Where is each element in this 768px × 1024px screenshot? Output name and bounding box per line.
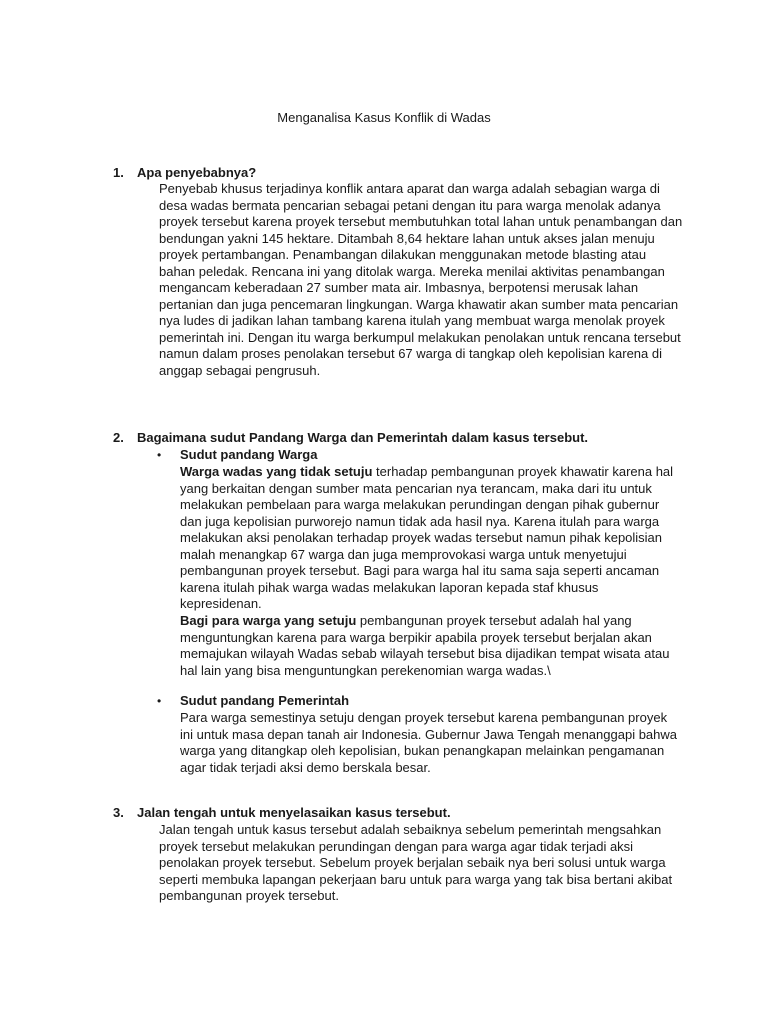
warga-setuju-text: pembangunan proyek tersebut adalah hal yang menguntungkan karena para warga berpikir apabila proyek tersebut berjalan akan memajukan wilayah Wadas sebab wilayah tersebut bisa dijadikan tempat wisata atau hal lain yang bisa menguntungkan perekenomian warga wadas.\ xyxy=(180,613,670,678)
section-1-heading: Apa penyebabnya? xyxy=(137,165,257,180)
section-2-number: 2. xyxy=(113,430,124,445)
warga-tidak-setuju-text: terhadap pembangunan proyek khawatir karena hal yang berkaitan dengan sumber mata pencarian nya terancam, maka dari itu untuk melakukan pembelaan para warga melakukan perundingan dengan pihak gubernur dan juga kepolisian purworejo namun tidak ada hasil nya. Karena itulah para warga melakukan aksi penolakan terhadap proyek wadas tersebut namun pihak kepolisian malah menangkap 67 warga dan juga memprovokasi warga untuk menyetujui pembangunan proyek tersebut. Bagi para warga hal itu sama saja seperti ancaman karena itulah pihak warga wadas melakukan laporan kepada staf khusus kepresidenan. xyxy=(180,464,674,611)
bullet-heading-pemerintah: Sudut pandang Pemerintah xyxy=(180,693,350,708)
section-1-number: 1. xyxy=(113,165,124,180)
pemerintah-paragraph: Para warga semestinya setuju dengan proyek tersebut karena pembangunan proyek ini untuk masa depan tanah air Indonesia. Gubernur Jawa Tengah menanggapi bahwa warga yang ditangkap oleh kepolisian, bukan penangkapan melainkan pengamanan agar tidak terjadi aksi demo berskala besar. xyxy=(180,710,677,775)
section-3-heading: Jalan tengah untuk menyelasaikan kasus tersebut. xyxy=(137,805,451,820)
bullet-heading-warga: Sudut pandang Warga xyxy=(180,447,318,462)
section-1-body: Penyebab khusus terjadinya konflik antara aparat dan warga adalah sebagian warga di desa wadas bermata pencarian sebagai petani dengan itu para warga menolak adanya proyek tersebut karena proyek tersebut membutuhkan total lahan untuk penambangan dan bendungan yakni 145 hektare. Ditambah 8,64 hektare lahan untuk akses jalan menuju proyek pertambangan. Penambangan dilakukan menggunakan metode blasting atau bahan peledak. Rencana ini yang ditolak warga. Mereka menilai aktivitas penambangan mengancam keberadaan 27 sumber mata air. Imbasnya, berpotensi merusak lahan pertanian dan juga pencemaran lingkungan. Warga khawatir akan sumber mata pencarian nya ludes di jadikan lahan tambang karena itulah yang membuat warga menolak proyek pemerintah ini. Dengan itu warga berkumpul melakukan penolakan untuk rencana tersebut namun dalam proses penolakan tersebut 67 warga di tangkap oleh kepolisian karena di anggap sebagai pengrusuh. xyxy=(159,181,683,378)
warga-setuju-label: Bagi para warga yang setuju xyxy=(180,613,357,628)
warga-paragraph-1 xyxy=(180,464,683,613)
section-3-number: 3. xyxy=(113,805,124,820)
warga-paragraph-2 xyxy=(180,613,683,679)
section-3-body: Jalan tengah untuk kasus tersebut adalah sebaiknya sebelum pemerintah mengsahkan proyek tersebut melakukan perundingan dengan para warga agar tidak terjadi aksi penolakan proyek tersebut. Sebelum proyek berjalan sebaik nya beri solusi untuk warga seperti membuka lapangan pekerjaan baru untuk para warga yang tak bisa bertani akibat pembangunan proyek tersebut. xyxy=(159,822,673,903)
warga-tidak-setuju-label: Warga wadas yang tidak setuju xyxy=(180,464,373,479)
bullet-marker: • xyxy=(157,448,162,462)
document-title: Menganalisa Kasus Konflik di Wadas xyxy=(277,110,491,125)
bullet-marker: • xyxy=(157,694,162,708)
section-2-heading: Bagaimana sudut Pandang Warga dan Pemerintah dalam kasus tersebut. xyxy=(137,430,589,445)
